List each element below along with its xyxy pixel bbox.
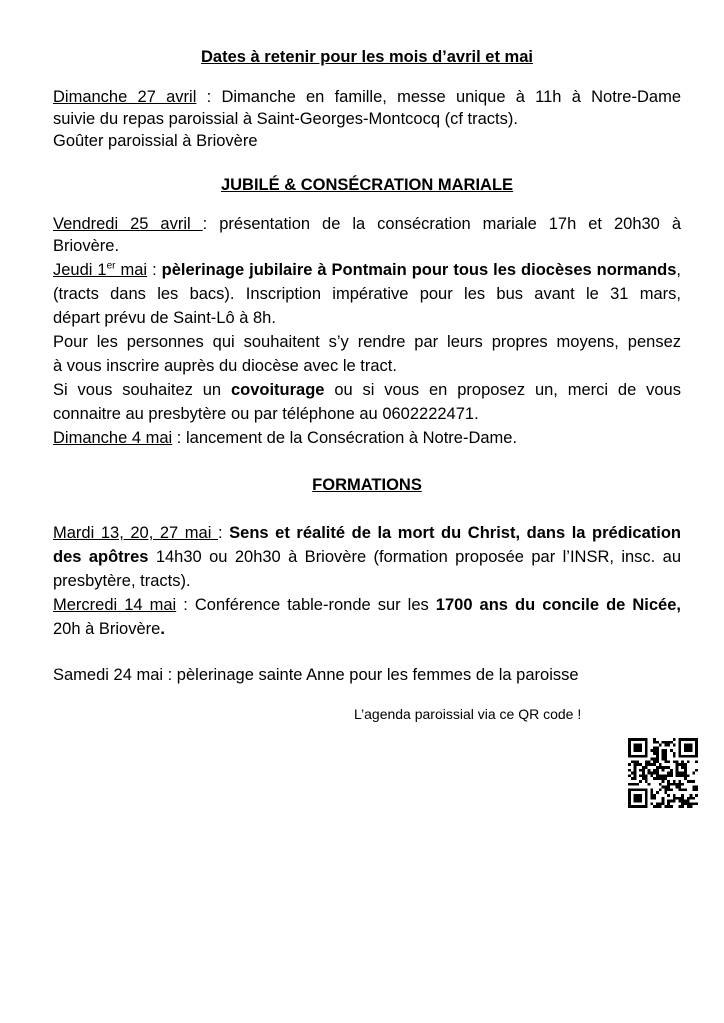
qr-module [667,783,670,786]
qr-module [670,788,673,791]
qr-module [687,802,690,805]
qr-module [653,797,656,800]
qr-module [642,774,645,777]
qr-module [681,805,684,808]
qr-module [656,769,659,772]
qr-module [631,777,634,780]
qr-module [695,769,698,772]
qr-module [653,772,656,775]
qr-module [648,783,651,786]
qr-module [645,780,648,783]
qr-module [662,752,665,755]
qr-module [678,772,681,775]
qr-module [662,741,665,744]
qr-module [662,755,665,758]
famille-text-1: : Dimanche en famille, messe unique à 11h à Notre-Dame [196,88,681,106]
qr-module [664,766,667,769]
famille-line-3: Goûter paroissial à Briovère [53,132,258,150]
qr-module [659,802,662,805]
qr-module [662,802,665,805]
qr-module [687,774,690,777]
qr-module [690,794,693,797]
qr-module [681,797,684,800]
qr-module [650,791,653,794]
qr-module [639,769,642,772]
qr-module [662,797,665,800]
qr-module [667,741,670,744]
qr-module [653,741,656,744]
qr-module [634,774,637,777]
qr-module [659,805,662,808]
qr-module [692,772,695,775]
qr-module [673,780,676,783]
qr-module [684,766,687,769]
qr-module [662,774,665,777]
qr-module [650,774,653,777]
formations-f2-date: Mercredi 14 mai [53,596,177,614]
qr-module [659,783,662,786]
jubile-e2-line-1 [53,259,681,281]
qr-module [670,805,673,808]
qr-module [676,766,679,769]
qr-module [673,794,676,797]
formations-f1-bold-2: des apôtres [53,548,149,566]
qr-module [653,769,656,772]
qr-module [664,777,667,780]
qr-module [678,774,681,777]
qr-module [692,780,695,783]
qr-module [687,800,690,803]
qr-module [656,760,659,763]
qr-module [673,752,676,755]
qr-module [659,744,662,747]
qr-module [667,766,670,769]
qr-module [662,749,665,752]
qr-module [684,763,687,766]
qr-module [648,772,651,775]
qr-module [676,772,679,775]
qr-module [648,760,651,763]
qr-module [684,774,687,777]
qr-module [650,802,653,805]
jubile-e2-bold: pèlerinage jubilaire à Pontmain pour tous les diocèses normands [161,261,677,279]
qr-module [656,752,659,755]
jubile-e1-text: : présentation de la consécration mariale 17h et 20h30 à [202,215,682,233]
formations-f1-date: Mardi 13, 20, 27 mai [53,524,218,542]
qr-module [690,805,693,808]
qr-module [656,755,659,758]
qr-module [662,769,665,772]
qr-module [664,791,667,794]
qr-module [653,752,656,755]
qr-module [650,772,653,775]
qr-module [656,777,659,780]
qr-module [684,800,687,803]
qr-module [667,760,670,763]
qr-module [662,780,665,783]
qr-module [667,780,670,783]
qr-module [639,780,642,783]
qr-module [653,738,656,741]
qr-module [645,760,648,763]
qr-module [631,760,634,763]
qr-module [692,788,695,791]
qr-module [684,802,687,805]
jubile-heading: JUBILÉ & CONSÉCRATION MARIALE [220,176,514,194]
qr-module [659,774,662,777]
qr-module [662,777,665,780]
jubile-e2-sep: : [147,261,162,279]
qr-module [678,788,681,791]
qr-module [656,741,659,744]
jubile-e3-date: Dimanche 4 mai [53,429,173,447]
jubile-e2-line-3: départ prévu de Saint-Lô à 8h. [53,309,276,327]
qr-module [650,797,653,800]
qr-module [667,772,670,775]
jubile-e3-text: : lancement de la Consécration à Notre-Dame. [172,429,518,447]
qr-module [681,783,684,786]
qr-module [650,788,653,791]
famille-date: Dimanche 27 avril [53,88,197,106]
qr-module [664,749,667,752]
jubile-p-line-1: Pour les personnes qui souhaitent s’y rendre par leurs propres moyens, pensez [53,333,681,351]
qr-module [634,777,637,780]
qr-module [684,769,687,772]
qr-module [642,766,645,769]
jubile-covoit-a: Si vous souhaitez un [53,381,231,399]
qr-module [662,758,665,761]
qr-module [659,777,662,780]
qr-module [645,777,648,780]
qr-module [670,769,673,772]
qr-module [628,783,631,786]
qr-module [684,788,687,791]
qr-finder-tr-inner [684,744,692,752]
qr-module [667,802,670,805]
jubile-e2-month: mai [115,261,148,279]
qr-module [650,749,653,752]
jubile-covoit-b: covoiturage [230,381,325,399]
qr-module [653,777,656,780]
qr-module [673,755,676,758]
qr-module [656,791,659,794]
jubile-e2-date [53,261,147,279]
qr-module [684,772,687,775]
formations-f1-bold: Sens et réalité de la mort du Christ, dans la prédication [229,524,681,542]
qr-module [670,741,673,744]
qr-module [678,786,681,789]
jubile-e1-line-2: Briovère. [53,237,120,255]
jubile-e2-sup: er [106,260,116,272]
qr-module [684,777,687,780]
qr-module [681,766,684,769]
qr-module [634,783,637,786]
qr-module [656,802,659,805]
qr-module [670,800,673,803]
qr-module [690,780,693,783]
qr-module [695,794,698,797]
qr-module [676,763,679,766]
qr-module [656,766,659,769]
qr-module [653,805,656,808]
famille-line-2: suivie du repas paroissial à Saint-Georges-Montcocq (cf tracts). [53,110,518,128]
qr-module [664,760,667,763]
qr-module [690,797,693,800]
qr-module [681,760,684,763]
formations-f2-bold: 1700 ans du concile de Nicée, [435,596,681,614]
qr-code-icon[interactable] [628,738,698,808]
qr-module [681,763,684,766]
jubile-e2-day: Jeudi 1 [53,261,107,279]
formations-f2-text: : Conférence table-ronde sur les [176,596,436,614]
qr-module [670,783,673,786]
famille-line-1 [53,86,681,108]
formations-heading: FORMATIONS [312,476,422,494]
qr-module [645,763,648,766]
qr-finder-bl-inner [634,794,642,802]
qr-module [678,805,681,808]
qr-module [631,772,634,775]
qr-module [642,772,645,775]
qr-module [650,763,653,766]
qr-module [653,794,656,797]
qr-module [681,794,684,797]
qr-module [673,783,676,786]
jubile-e3-line [53,427,517,449]
qr-module [645,774,648,777]
qr-module [681,788,684,791]
qr-module [659,766,662,769]
qr-finder-tl-inner [634,744,642,752]
qr-module [673,797,676,800]
formations-f1-line-3: presbytère, tracts). [53,572,191,590]
qr-module [642,769,645,772]
qr-module [664,786,667,789]
qr-module [653,749,656,752]
qr-module [692,797,695,800]
qr-module [664,758,667,761]
qr-module [634,769,637,772]
qr-module [670,772,673,775]
formations-f2-period: . [160,620,165,638]
qr-module [667,786,670,789]
qr-module [656,746,659,749]
qr-module [687,797,690,800]
qr-module [636,763,639,766]
qr-module [676,760,679,763]
formations-f1-sep: : [217,524,230,542]
qr-module [667,800,670,803]
qr-module [653,760,656,763]
qr-module [676,797,679,800]
formations-f1-line-2 [53,546,681,568]
jubile-p-line-2: à vous inscrire auprès du diocèse avec le tract. [53,357,397,375]
qr-module [656,805,659,808]
qr-module [673,738,676,741]
qr-module [673,744,676,747]
qr-module [673,800,676,803]
qr-module [642,777,645,780]
qr-module [667,805,670,808]
qr-module [639,774,642,777]
jubile-covoit-line-1 [53,379,681,401]
qr-module [650,794,653,797]
qr-module [650,758,653,761]
pelerinage-line: Samedi 24 mai : pèlerinage sainte Anne pour les femmes de la paroisse [53,666,579,684]
qr-module [656,772,659,775]
qr-module [687,760,690,763]
qr-module [636,783,639,786]
qr-module [634,760,637,763]
qr-module [690,802,693,805]
qr-module [653,746,656,749]
qr-module [670,774,673,777]
qr-module [664,774,667,777]
qr-module [678,797,681,800]
jubile-covoit-c: ou si vous en proposez un, merci de vous [324,381,681,399]
qr-module [648,769,651,772]
jubile-e2-line-2: (tracts dans les bacs). Inscription impérative pour les bus avant le 31 mars, [53,285,681,303]
qr-module [662,786,665,789]
qr-module [681,802,684,805]
qr-module [695,802,698,805]
qr-module [676,786,679,789]
formations-f2-line-2 [53,618,165,640]
qr-module [664,752,667,755]
qr-module [687,780,690,783]
qr-module [692,802,695,805]
qr-module [659,788,662,791]
jubile-e1-line-1 [53,213,681,235]
qr-module [634,772,637,775]
formations-f2-line-1 [53,594,681,616]
page-title: Dates à retenir pour les mois d’avril et mai [201,48,533,66]
qr-module [670,749,673,752]
qr-module [676,774,679,777]
qr-module [656,749,659,752]
qr-module [664,744,667,747]
qr-module [667,794,670,797]
qr-module [639,763,642,766]
qr-module [659,763,662,766]
qr-module [695,786,698,789]
formations-f1-rest: 14h30 ou 20h30 à Briovère (formation proposée par l’INSR, insc. au [148,548,682,566]
jubile-covoit-line-2: connaitre au presbytère ou par téléphone au 0602222471. [53,405,479,423]
qr-module [678,780,681,783]
qr-module [695,788,698,791]
qr-module [681,772,684,775]
qr-module [667,774,670,777]
qr-module [667,744,670,747]
qr-module [687,805,690,808]
qr-caption: L’agenda paroissial via ce QR code ! [354,706,582,722]
qr-module [648,763,651,766]
qr-module [676,783,679,786]
qr-module [628,774,631,777]
qr-module [678,800,681,803]
qr-module [681,800,684,803]
qr-module [636,760,639,763]
qr-module [645,766,648,769]
qr-module [681,774,684,777]
qr-module [667,788,670,791]
qr-module [678,763,681,766]
qr-module [631,783,634,786]
qr-module [664,805,667,808]
qr-module [634,763,637,766]
qr-module [656,758,659,761]
qr-module [664,741,667,744]
qr-module [678,783,681,786]
qr-module [628,763,631,766]
qr-module [673,760,676,763]
jubile-e2-end: , [676,261,681,279]
qr-module [656,774,659,777]
qr-module [653,758,656,761]
qr-module [628,769,631,772]
qr-module [664,788,667,791]
qr-module [634,766,637,769]
qr-module [653,763,656,766]
qr-module [662,766,665,769]
qr-module [695,760,698,763]
qr-module [662,800,665,803]
qr-module [664,755,667,758]
qr-module [676,769,679,772]
jubile-e1-date: Vendredi 25 avril [53,215,203,233]
formations-f2-place: 20h à Briovère [53,620,161,638]
qr-module [692,786,695,789]
formations-f1-line-1 [53,522,681,544]
